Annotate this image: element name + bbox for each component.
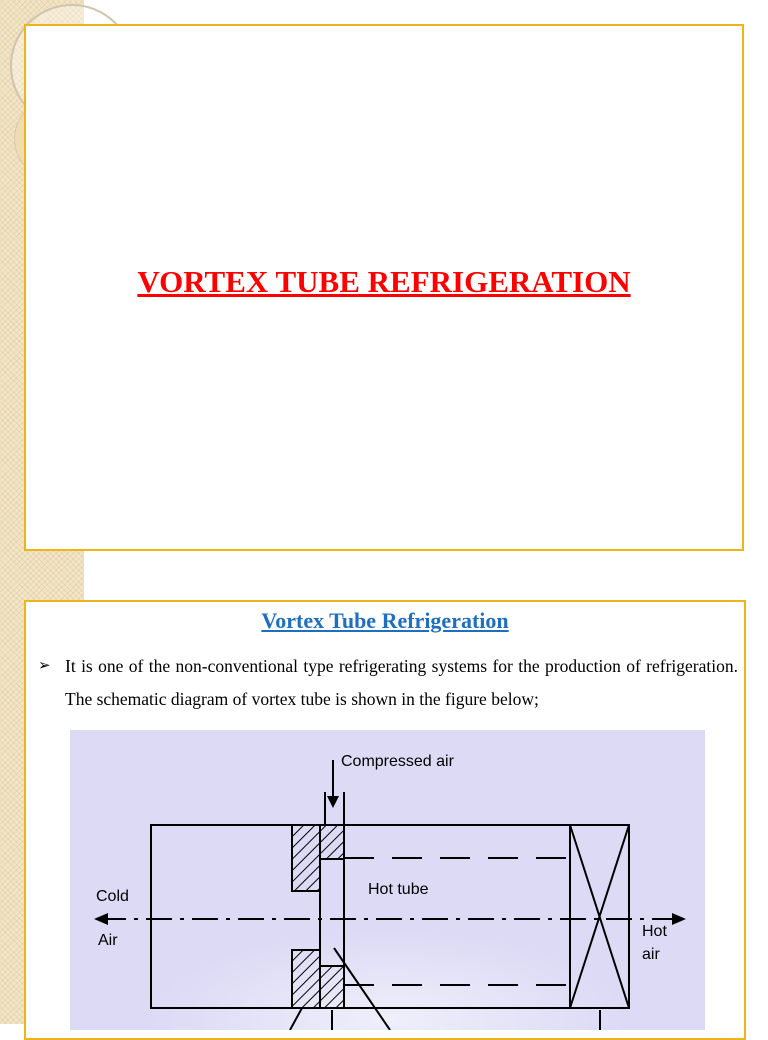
vortex-tube-diagram: [70, 730, 705, 1030]
generator-block-top-right: [320, 825, 344, 859]
cold-air-arrowhead: [94, 913, 108, 925]
inlet-arrowhead: [327, 796, 339, 808]
content-slide: [24, 600, 746, 1040]
cold-label: Cold: [96, 888, 129, 905]
bullet-arrow-icon: ➢: [38, 658, 51, 674]
hot-label: Hot: [642, 923, 667, 940]
cold-air-label: Air: [98, 932, 118, 949]
slide-title: VORTEX TUBE REFRIGERATION: [137, 264, 631, 299]
generator-block-top-left: [292, 825, 320, 891]
compressed-air-label: Compressed air: [341, 753, 454, 770]
title-slide: [24, 24, 744, 551]
hot-air-arrowhead: [672, 913, 686, 925]
hot-air-label: air: [642, 946, 660, 963]
hot-tube-label: Hot tube: [368, 881, 429, 898]
bullet-text: It is one of the non-conventional type refrigerating systems for the production of refrigeration. The schematic diagram of vortex tube is shown in the figure below;: [65, 656, 738, 709]
generator-block-bottom-left: [292, 950, 320, 1008]
background-glow: [150, 930, 630, 1030]
slide-heading: Vortex Tube Refrigeration: [261, 608, 509, 633]
generator-block-bottom-right: [320, 966, 344, 1008]
bullet-paragraph: [38, 650, 738, 716]
